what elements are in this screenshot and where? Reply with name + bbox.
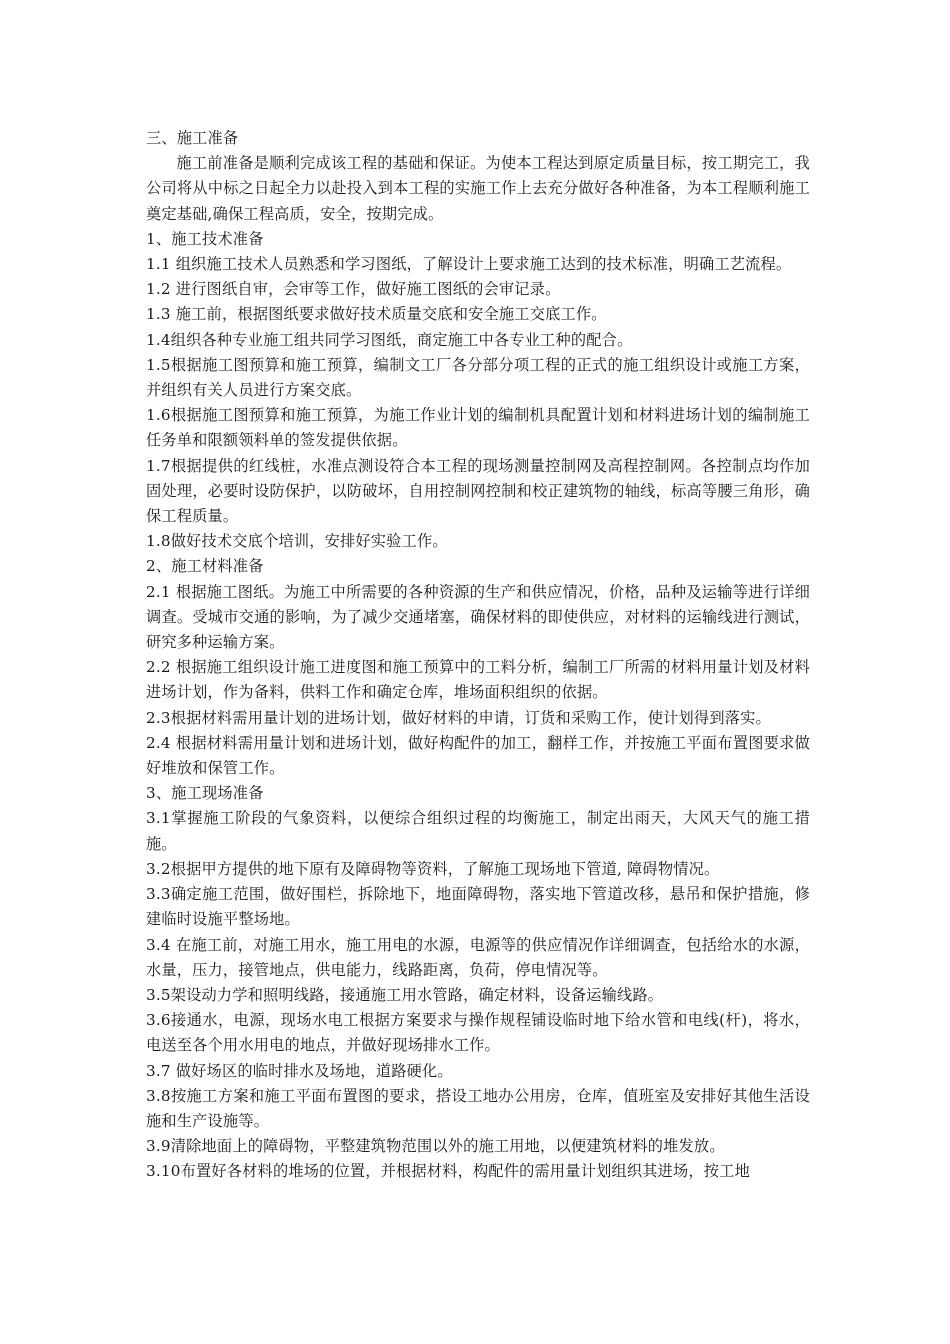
- paragraph-3-8: 3.8按施工方案和施工平面布置图的要求，搭设工地办公用房，仓库，值班室及安排好其他生活设施和生产设施等。: [146, 1086, 810, 1130]
- section-heading-materials: 2、施工材料准备: [146, 557, 264, 576]
- paragraph-1-4: 1.4组织各种专业施工组共同学习图纸，商定施工中各专业工种的配合。: [146, 330, 633, 349]
- section-heading-site: 3、施工现场准备: [146, 784, 264, 803]
- section-heading-technical: 1、施工技术准备: [146, 229, 264, 248]
- paragraph-1-6: 1.6根据施工图预算和施工预算，为施工作业计划的编制机具配置计划和材料进场计划的编制施工任务单和限额领料单的签发提供依据。: [146, 406, 810, 450]
- paragraph-3-1: 3.1掌握施工阶段的气象资料，以便综合组织过程的均衡施工，制定出雨天，大风天气的施工措施。: [146, 809, 810, 853]
- paragraph-1-1: 1.1 组织施工技术人员熟悉和学习图纸，了解设计上要求施工达到的技术标准，明确工艺流程。: [146, 255, 792, 274]
- paragraph-3-10: 3.10布置好各材料的堆场的位置，并根据材料，构配件的需用量计划组织其进场，按工地: [146, 1162, 750, 1181]
- document-title: 三、施工准备: [146, 129, 239, 147]
- paragraph-2-2: 2.2 根据施工组织设计施工进度图和施工预算中的工料分析，编制工厂所需的材料用量计划及材料进场计划，作为备料，供料工作和确定仓库，堆场面积组织的依据。: [146, 658, 810, 702]
- paragraph-1-3: 1.3 施工前，根据图纸要求做好技术质量交底和安全施工交底工作。: [146, 305, 607, 324]
- paragraph-2-1: 2.1 根据施工图纸。为施工中所需要的各种资源的生产和供应情况，价格，品种及运输等进行详细调查。受城市交通的影响，为了减少交通堵塞，确保材料的即使供应，对材料的运输线进行测试，研究多种运输方案。: [146, 582, 810, 652]
- paragraph-3-6: 3.6接通水，电源，现场水电工根据方案要求与操作规程铺设临时地下给水管和电线(杆)，将水，电送至各个用水用电的地点，并做好现场排水工作。: [146, 1011, 810, 1055]
- paragraph-1-5: 1.5根据施工图预算和施工预算，编制文工厂各分部分项工程的正式的施工组织设计或施工方案，并组织有关人员进行方案交底。: [146, 355, 810, 400]
- paragraph-3-9: 3.9清除地面上的障碍物，平整建筑物范围以外的施工用地，以便建筑材料的堆发放。: [146, 1137, 725, 1156]
- paragraph-1-2: 1.2 进行图纸自审，会审等工作，做好施工图纸的会审记录。: [146, 280, 561, 299]
- paragraph-2-4: 2.4 根据材料需用量计划和进场计划，做好构配件的加工，翻样工作，并按施工平面布置图要求做好堆放和保管工作。: [146, 733, 810, 778]
- paragraph-1-7: 1.7根据提供的红线桩，水准点测设符合本工程的现场测量控制网及高程控制网。各控制点均作加固处理，必要时设防保护，以防破坏，自用控制网控制和校正建筑物的轴线，标高等腰三角形，确保工程质量。: [146, 456, 810, 526]
- paragraph-3-7: 3.7 做好场区的临时排水及场地，道路硬化。: [146, 1061, 453, 1080]
- paragraph-3-3: 3.3确定施工范围，做好围栏，拆除地下，地面障碍物，落实地下管道改移，悬吊和保护措施，修建临时设施平整场地。: [146, 885, 810, 929]
- document-body: [146, 126, 810, 1185]
- intro-paragraph: 施工前准备是顺利完成该工程的基础和保证。为使本工程达到原定质量目标，按工期完工，我公司将从中标之日起全力以赴投入到本工程的实施工作上去充分做好各种准备，为本工程顺利施工奠定基础,确保工程高质，安全，按期完成。: [146, 154, 810, 223]
- paragraph-2-3: 2.3根据材料需用量计划的进场计划，做好材料的申请，订货和采购工作，使计划得到落实。: [146, 708, 771, 727]
- paragraph-1-8: 1.8做好技术交底个培训，安排好实验工作。: [146, 532, 448, 551]
- paragraph-3-2: 3.2根据甲方提供的地下原有及障碍物等资料，了解施工现场地下管道, 障碍物情况。: [146, 859, 720, 878]
- paragraph-3-5: 3.5架设动力学和照明线路，接通施工用水管路，确定材料，设备运输线路。: [146, 985, 664, 1004]
- paragraph-3-4: 3.4 在施工前，对施工用水，施工用电的水源，电源等的供应情况作详细调查，包括给水的水源，水量，压力，接管地点，供电能力，线路距离，负荷，停电情况等。: [146, 935, 810, 979]
